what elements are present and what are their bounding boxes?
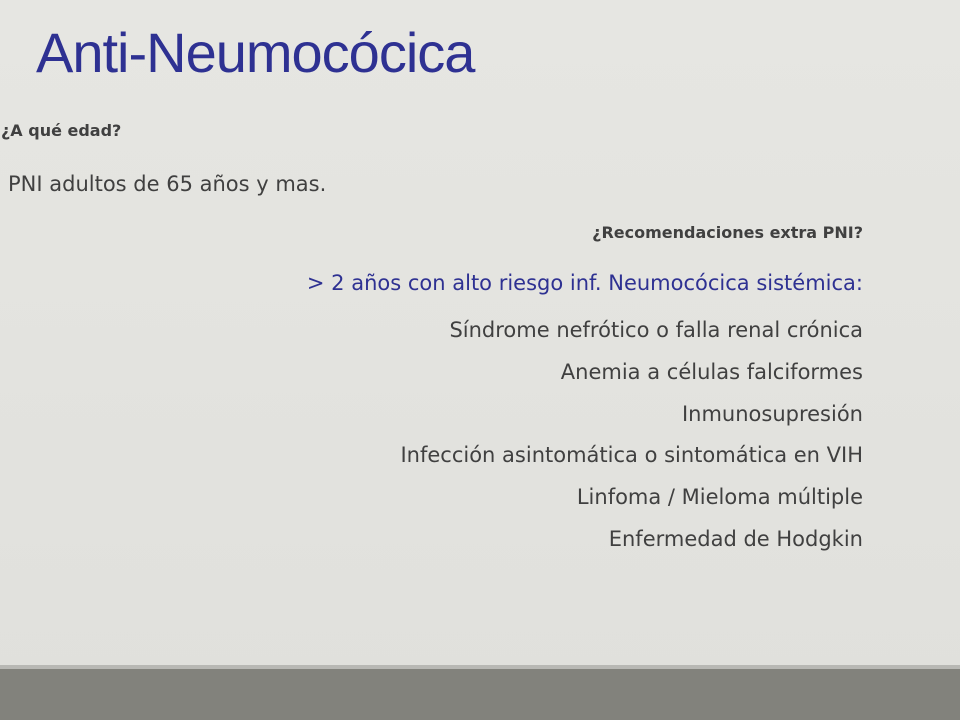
list-item: Anemia a células falciformes: [560, 359, 863, 384]
footer-band: [0, 669, 960, 720]
risk-conditions-list: [400, 310, 863, 561]
list-item: Inmunosupresión: [681, 401, 863, 426]
slide-title: Anti-Neumocócica: [36, 21, 475, 84]
answer-age: PNI adultos de 65 años y mas.: [8, 172, 327, 196]
question-age: ¿A qué edad?: [1, 121, 122, 140]
list-item: Infección asintomática o sintomática en VIH: [400, 443, 863, 468]
question-extra-recommendations: ¿Recomendaciones extra PNI?: [592, 223, 863, 242]
list-item: Enfermedad de Hodgkin: [608, 526, 863, 551]
risk-group-lead: > 2 años con alto riesgo inf. Neumocócica sistémica:: [306, 271, 863, 295]
list-item: Linfoma / Mieloma múltiple: [576, 485, 863, 510]
list-item: Síndrome nefrótico o falla renal crónica: [449, 318, 863, 342]
